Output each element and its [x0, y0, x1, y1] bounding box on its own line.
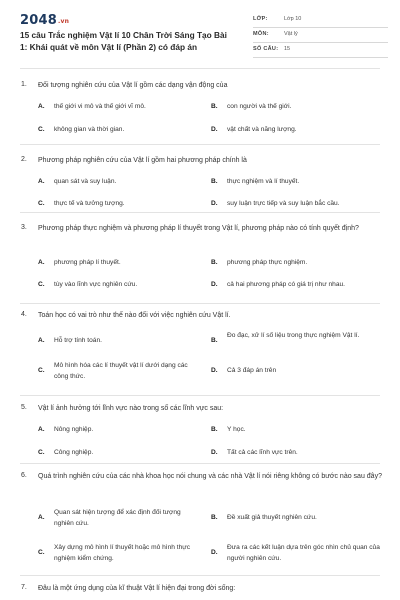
option-letter: A.: [38, 337, 45, 344]
question-text: Đối tượng nghiên cứu của Vật lí gồm các dạng vận động của: [38, 82, 228, 89]
meta-value: Lớp 10: [284, 16, 302, 22]
option-letter: C.: [38, 126, 45, 133]
option-text: Đưa ra các kết luận dựa trên góc nhìn chủ quan của người nghiên cứu.: [227, 544, 380, 562]
option-letter: C.: [38, 200, 45, 207]
option-text: không gian và thời gian.: [54, 126, 125, 133]
question-text: Quá trình nghiên cứu của các nhà khoa học nói chung và các nhà Vật lí nói riêng không có bước nào sau đây?: [38, 473, 382, 480]
option-letter: D.: [211, 126, 218, 133]
page-title: 15 câu Trắc nghiệm Vật lí 10 Chân Trời Sáng Tạo Bài 1: Khái quát về môn Vật lí (Phần 2) có đáp án: [20, 30, 227, 52]
option-text: cả hai phương pháp có giá trị như nhau.: [227, 281, 345, 288]
option-text: Y học.: [227, 426, 246, 433]
option-letter: B.: [211, 337, 218, 344]
meta-divider: [253, 27, 388, 28]
option-letter: B.: [211, 426, 218, 433]
option-text: Cả 3 đáp án trên: [227, 367, 277, 374]
option-letter: C.: [38, 367, 45, 374]
option-text: Mô hình hóa các lí thuyết vật lí dưới dạng các công thức.: [54, 362, 188, 380]
option-text: quan sát và suy luận.: [54, 178, 117, 185]
option-text: con người và thế giới.: [227, 103, 292, 110]
question-text: Toán học có vai trò như thế nào đối với việc nghiên cứu Vật lí.: [38, 312, 231, 319]
question-number: 4.: [21, 311, 27, 318]
question-divider: [20, 303, 380, 304]
question-number: 6.: [21, 472, 27, 479]
meta-row-subject: [253, 30, 388, 45]
option-text: phương pháp thực nghiệm.: [227, 259, 308, 266]
site-logo[interactable]: [20, 13, 69, 28]
option-letter: B.: [211, 103, 218, 110]
logo-suffix: .vn: [57, 18, 70, 25]
option-text: Nông nghiệp.: [54, 426, 94, 433]
question-divider: [20, 144, 380, 145]
option-text: thực tế và tưởng tượng.: [54, 200, 125, 207]
question-divider: [20, 395, 380, 396]
option-letter: A.: [38, 259, 45, 266]
option-text: suy luận trực tiếp và suy luận bắc cầu.: [227, 200, 340, 207]
question-divider: [20, 463, 380, 464]
option-text: tùy vào lĩnh vực nghiên cứu.: [54, 281, 138, 288]
meta-divider: [253, 42, 388, 43]
meta-value: 15: [284, 46, 291, 52]
option-text: thế giới vi mô và thế giới vĩ mô.: [54, 103, 146, 110]
option-letter: B.: [211, 178, 218, 185]
option-letter: C.: [38, 449, 45, 456]
question-text: Đâu là một ứng dụng của kĩ thuật Vật lí hiện đại trong đời sống:: [38, 585, 236, 592]
option-letter: A.: [38, 426, 45, 433]
meta-divider: [253, 57, 388, 58]
option-letter: A.: [38, 178, 45, 185]
option-letter: C.: [38, 281, 45, 288]
question-text: Phương pháp thực nghiệm và phương pháp lí thuyết trong Vật lí, phương pháp nào có tính quyết định?: [38, 225, 359, 232]
option-letter: A.: [38, 103, 45, 110]
logo-text: 2048: [20, 13, 57, 28]
question-divider: [20, 575, 380, 576]
page-header: [0, 0, 400, 62]
option-text: phương pháp lí thuyết.: [54, 259, 121, 266]
option-letter: D.: [211, 549, 218, 556]
option-text: thực nghiệm và lí thuyết.: [227, 178, 300, 185]
option-text: Tất cả các lĩnh vực trên.: [227, 449, 298, 456]
question-divider: [20, 212, 380, 213]
option-text: Xây dựng mô hình lí thuyết hoặc mô hình thực nghiệm kiểm chứng.: [54, 544, 191, 562]
meta-row-class: [253, 15, 388, 30]
question-number: 1.: [21, 81, 27, 88]
option-text: vật chất và năng lượng.: [227, 126, 297, 133]
option-letter: D.: [211, 367, 218, 374]
option-text: Quan sát hiện tượng để xác định đối tượng nghiên cứu.: [54, 509, 181, 527]
option-letter: A.: [38, 514, 45, 521]
option-letter: D.: [211, 281, 218, 288]
meta-row-count: [253, 45, 388, 60]
meta-value: Vật lý: [284, 31, 298, 37]
option-letter: D.: [211, 449, 218, 456]
option-letter: C.: [38, 549, 45, 556]
question-number: 5.: [21, 404, 27, 411]
meta-panel: [253, 15, 388, 60]
meta-key: MÔN:: [253, 31, 269, 37]
question-number: 7.: [21, 584, 27, 591]
option-text: Công nghiệp.: [54, 449, 94, 456]
question-text: Phương pháp nghiên cứu của Vật lí gồm hai phương pháp chính là: [38, 157, 247, 164]
option-text: Hỗ trợ tính toán.: [54, 337, 102, 344]
option-letter: B.: [211, 514, 218, 521]
question-divider: [20, 68, 380, 69]
option-text: Đo đạc, xử lí số liệu trong thực nghiệm Vật lí.: [227, 332, 360, 339]
question-number: 2.: [21, 156, 27, 163]
meta-key: SỐ CÂU:: [253, 46, 279, 52]
option-text: Đề xuất giả thuyết nghiên cứu.: [227, 514, 317, 521]
meta-key: LỚP:: [253, 16, 268, 22]
question-number: 3.: [21, 224, 27, 231]
option-letter: B.: [211, 259, 218, 266]
question-text: Vật lí ảnh hưởng tới lĩnh vực nào trong số các lĩnh vực sau:: [38, 405, 224, 412]
option-letter: D.: [211, 200, 218, 207]
